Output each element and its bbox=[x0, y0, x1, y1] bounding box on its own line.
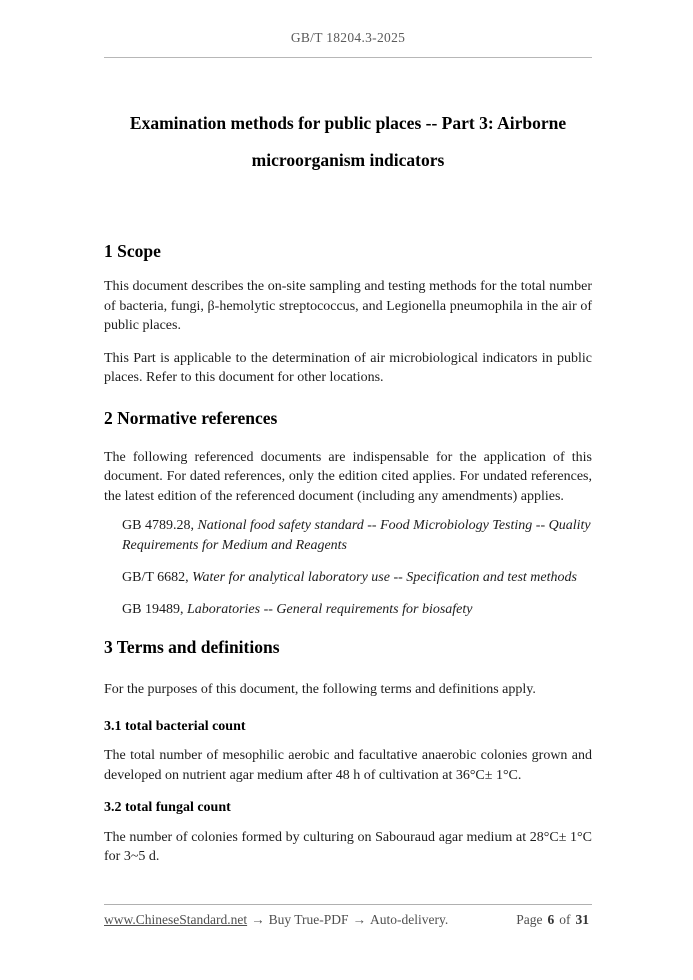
right-arrow-icon: → bbox=[251, 912, 265, 927]
scope-paragraph-1: This document describes the on-site sampling and testing methods for the total number of bacteria, fungi, β-hemolytic streptococcus, and Legionella pneumophila in the air of public places. bbox=[104, 279, 592, 333]
reference-code: GB/T 6682, bbox=[122, 570, 193, 585]
document-title-line1: Examination methods for public places -- Part 3: Airborne bbox=[129, 113, 567, 133]
header-divider bbox=[104, 57, 592, 58]
normative-references-intro: The following referenced documents are indispensable for the application of this document. For dated references, only the edition cited applies. For undated references, the latest edition of the referenced document (including any amendments) applies. bbox=[104, 449, 592, 504]
reference-title: Laboratories -- General requirements for biosafety bbox=[186, 601, 473, 617]
footer-row bbox=[104, 912, 592, 928]
document-title bbox=[104, 105, 592, 179]
term-definition-total-fungal-count: The number of colonies formed by culturing on Sabouraud agar medium at 28°C± 1°C for 3~5 d. bbox=[104, 829, 592, 864]
footer-delivery-label: Auto-delivery. bbox=[370, 912, 449, 927]
reference-title: National food safety standard -- Food Microbiology Testing -- Quality Requirements for Medium and Reagents bbox=[122, 518, 591, 553]
term-heading-total-fungal-count: 3.2 total fungal count bbox=[104, 800, 231, 815]
page-number-indicator bbox=[514, 912, 592, 928]
term-heading-total-bacterial-count: 3.1 total bacterial count bbox=[104, 718, 246, 734]
normative-reference-item bbox=[104, 568, 592, 588]
normative-reference-item bbox=[104, 516, 592, 555]
document-number-header: GB/T 18204.3-2025 bbox=[290, 30, 406, 45]
current-page-number: 6 bbox=[547, 912, 555, 927]
total-page-number: 31 bbox=[575, 912, 589, 927]
scope-paragraph-2: This Part is applicable to the determination of air microbiological indicators in public places. Refer to this document for other locations. bbox=[104, 350, 592, 385]
document-title-line2: microorganism indicators bbox=[251, 150, 445, 170]
normative-reference-item bbox=[104, 600, 592, 620]
section-heading-terms-definitions: 3 Terms and definitions bbox=[104, 637, 280, 657]
of-label: of bbox=[559, 912, 571, 927]
page-footer bbox=[104, 904, 592, 928]
page-label: Page bbox=[516, 912, 543, 927]
reference-code: GB 4789.28, bbox=[122, 518, 198, 533]
section-heading-normative-references: 2 Normative references bbox=[104, 407, 278, 428]
footer-buy-label: Buy True-PDF bbox=[268, 912, 349, 927]
term-definition-total-bacterial-count: The total number of mesophilic aerobic and facultative anaerobic colonies grown and developed on nutrient agar medium after 48 h of cultivation at 36°C± 1°C. bbox=[104, 748, 592, 783]
chinesestandard-link[interactable]: www.ChineseStandard.net bbox=[104, 912, 248, 927]
right-arrow-icon: → bbox=[352, 912, 367, 927]
reference-code: GB 19489, bbox=[122, 601, 187, 617]
section-heading-scope: 1 Scope bbox=[104, 241, 161, 261]
reference-title: Water for analytical laboratory use -- Specification and test methods bbox=[192, 570, 577, 585]
terms-intro: For the purposes of this document, the following terms and definitions apply. bbox=[104, 682, 536, 697]
footer-source-line bbox=[104, 912, 448, 928]
